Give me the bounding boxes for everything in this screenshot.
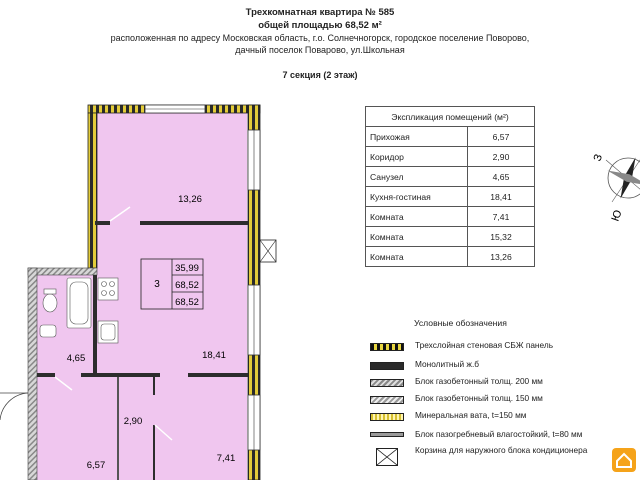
brand-logo-icon — [612, 448, 636, 472]
entrance-door — [0, 393, 28, 420]
room-area-label: 6,57 — [86, 460, 106, 471]
room-area-label: 7,41 — [216, 453, 236, 464]
room-corridor — [117, 377, 153, 480]
compass-rose — [588, 140, 640, 230]
table-row: Кухня-гостиная 18,41 — [366, 187, 535, 207]
explication-title: Экспликация помещений (м²) — [366, 107, 535, 127]
room-bedroom-small — [155, 377, 247, 480]
floor-plan — [0, 95, 280, 480]
swatch-icon — [370, 413, 404, 421]
room-area-label: 13,26 — [178, 194, 202, 205]
summary-total-area-2: 68,52 — [175, 297, 199, 308]
room-area-label: 4,65 — [66, 353, 86, 364]
room-area-label: 2,90 — [123, 416, 143, 427]
swatch-icon — [370, 396, 404, 404]
room-area-label: 18,41 — [202, 350, 226, 361]
table-row: Комната 7,41 — [366, 207, 535, 227]
section-label: 7 секция (2 этаж) — [282, 70, 358, 80]
compass-label-south: Ю — [609, 208, 625, 224]
table-row: Санузел 4,65 — [366, 167, 535, 187]
swatch-icon — [370, 432, 404, 437]
summary-living-area: 35,99 — [175, 263, 199, 274]
table-row: Комната 15,32 — [366, 227, 535, 247]
address-line-2: дачный поселок Поварово, ул.Школьная — [235, 45, 405, 55]
address-line-1: расположенная по адресу Московская область, г.о. Солнечногорск, городское поселение Поворово, — [110, 33, 530, 43]
summary-rooms-count: 3 — [154, 279, 160, 290]
swatch-icon — [370, 379, 404, 387]
apartment-title: Трехкомнатная квартира № 585 — [245, 7, 395, 18]
apartment-area: общей площадью 68,52 м² — [258, 20, 382, 31]
legend-title: Условные обозначения — [414, 318, 507, 328]
room-bedroom-big — [97, 113, 247, 221]
table-row: Прихожая 6,57 — [366, 127, 535, 147]
wall-left-insulated — [88, 113, 97, 268]
table-row: Комната 13,26 — [366, 247, 535, 267]
ac-box-icon — [376, 448, 398, 466]
summary-total-area: 68,52 — [175, 280, 199, 291]
table-row: Коридор 2,90 — [366, 147, 535, 167]
wall-bath-block — [28, 268, 97, 275]
compass-label-west: З — [591, 152, 606, 164]
swatch-icon — [370, 343, 404, 351]
swatch-icon — [370, 362, 404, 370]
explication-table — [365, 106, 535, 267]
